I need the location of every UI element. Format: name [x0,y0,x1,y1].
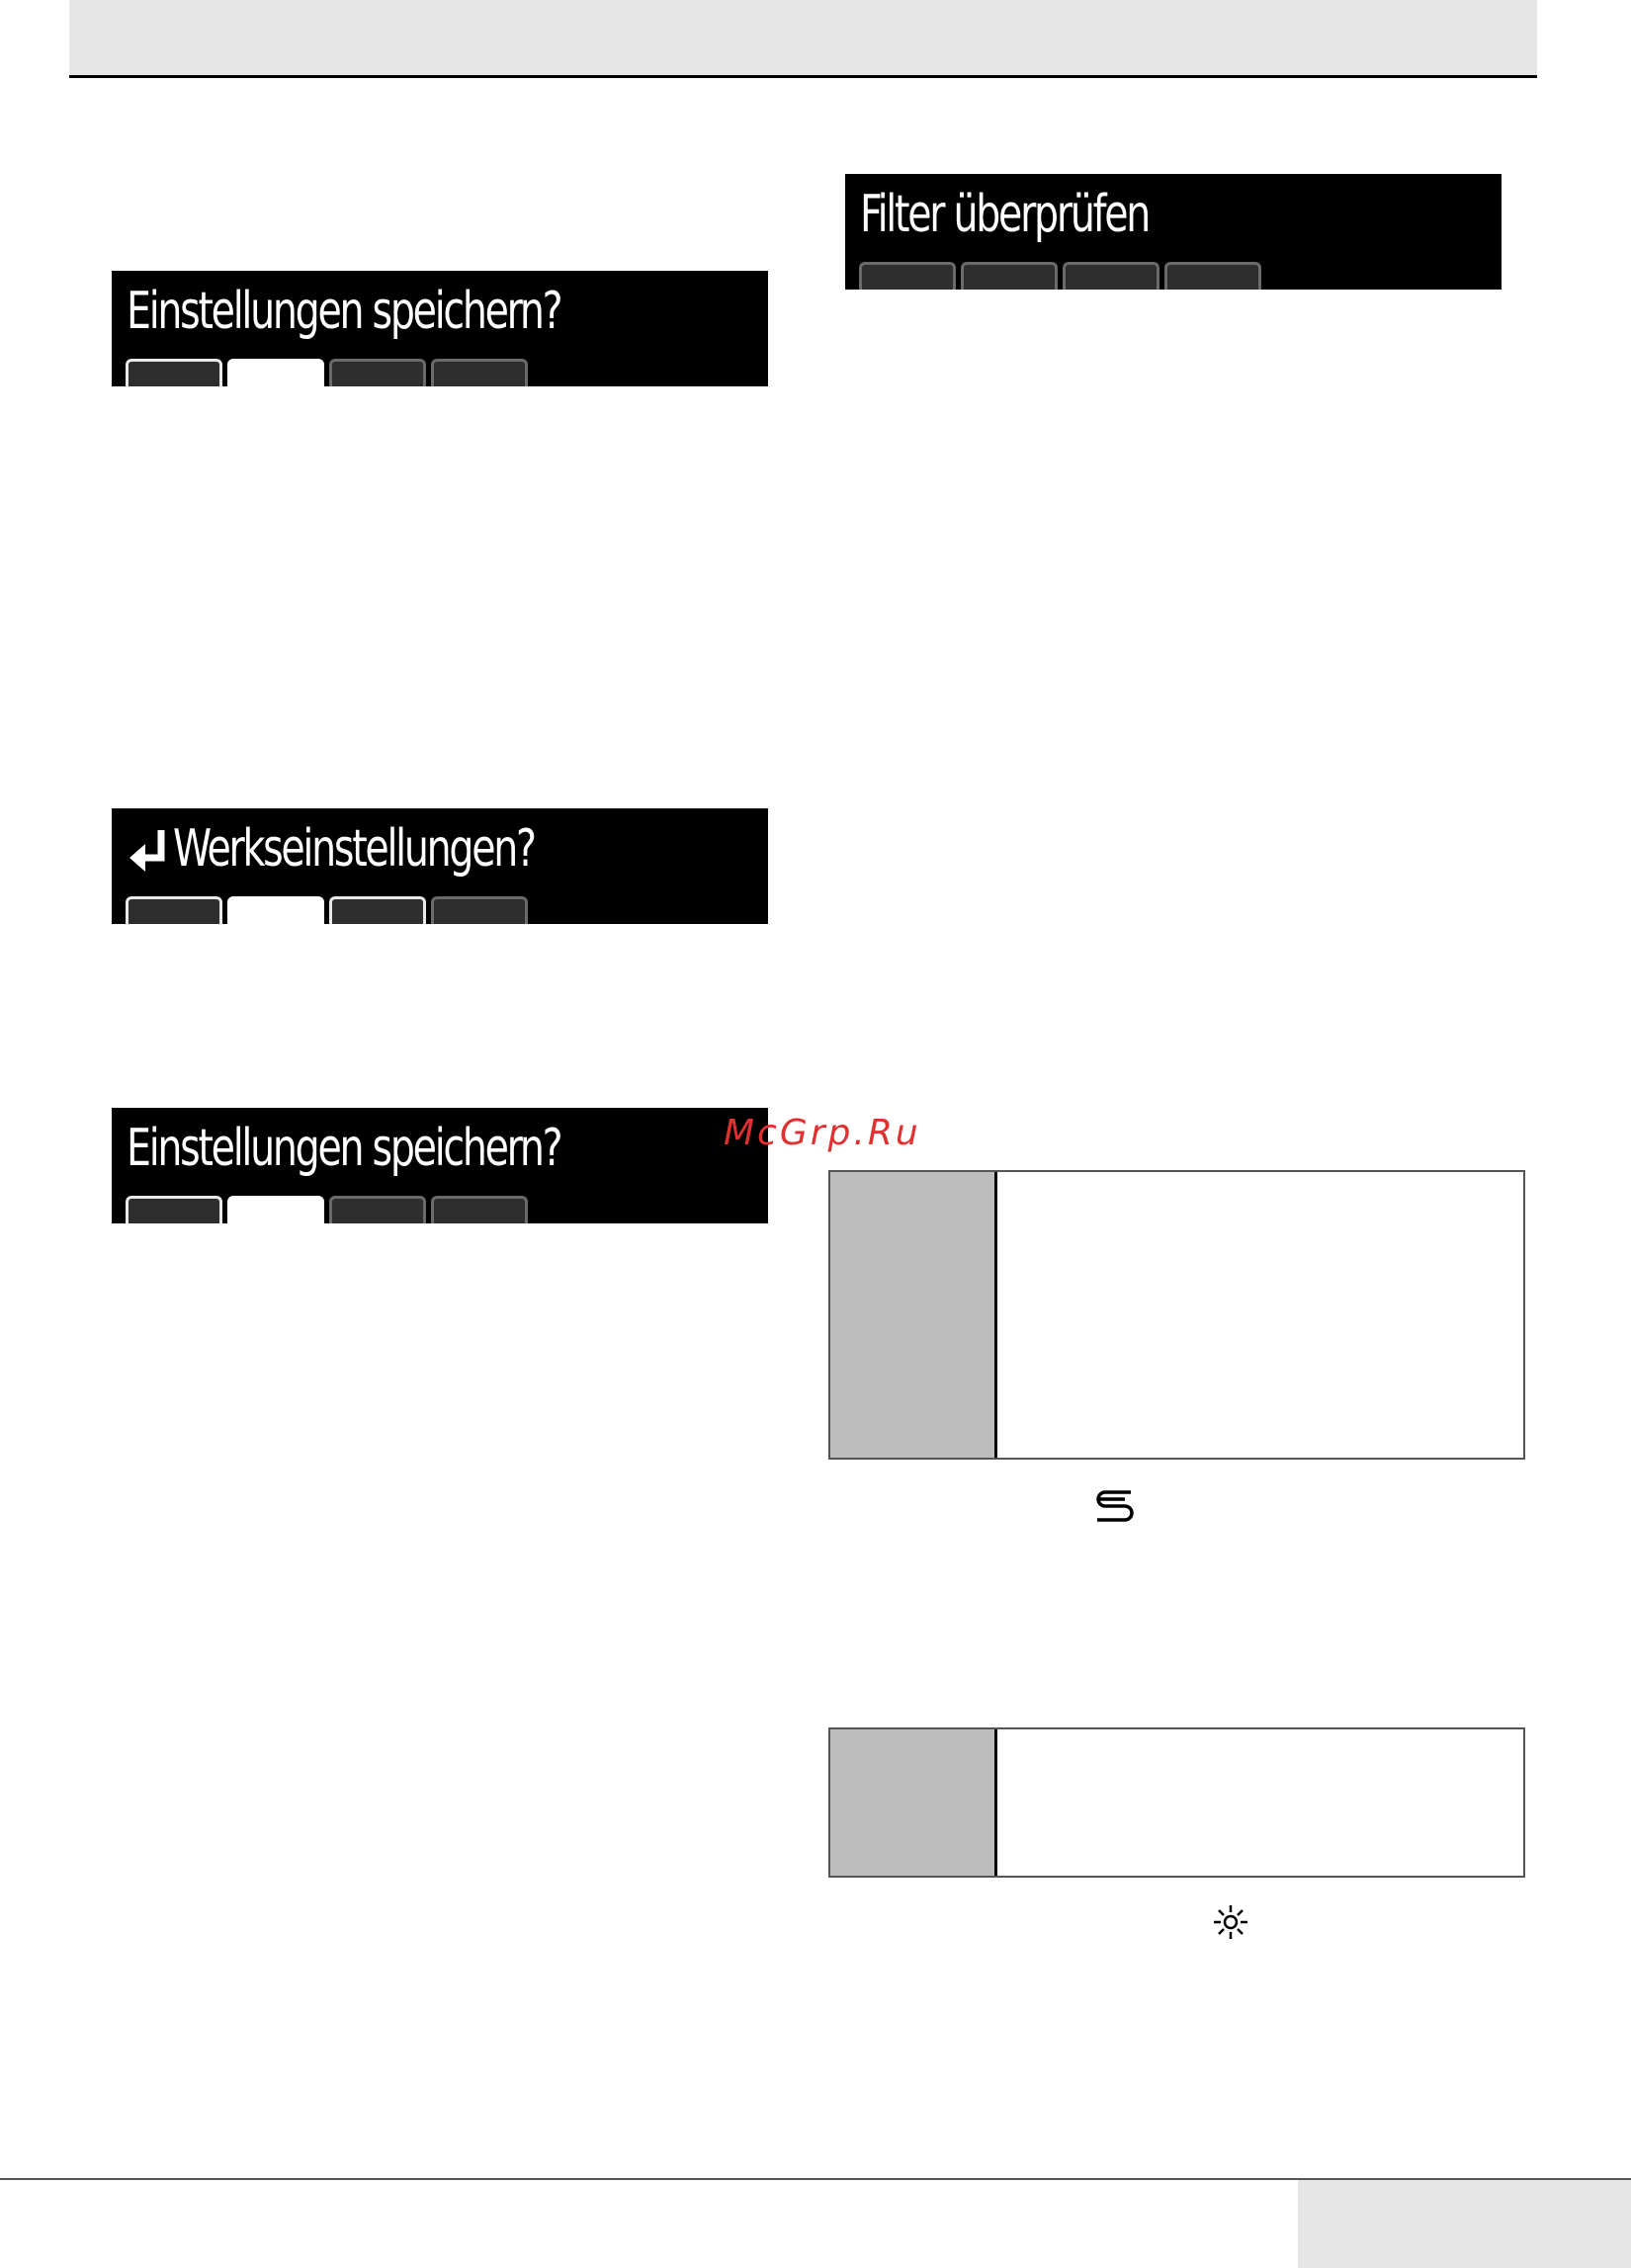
footer-page-tab [1298,2180,1631,2268]
note-box [828,1727,1525,1878]
lcd-segment [1063,262,1159,290]
lcd-segment [126,359,222,386]
lcd-text: Einstellungen speichern? [127,282,561,341]
watermark: McGrp.Ru [724,1113,921,1153]
lcd-text: Einstellungen speichern? [127,1119,561,1178]
lcd-segment [329,359,426,386]
lcd-segment [431,1196,528,1223]
lcd-segment [859,262,956,290]
lcd-segment [431,896,528,924]
lcd-segment [126,1196,222,1223]
lcd-segment [431,359,528,386]
header-bar [69,0,1537,78]
lcd-segment-bar [126,887,528,924]
lcd-segment [329,896,426,924]
lcd-display-factory-settings [112,808,768,924]
lcd-segment-active [227,896,324,924]
lcd-display-save-settings-confirm [112,1108,768,1223]
lcd-segment-active [227,359,324,386]
lcd-segment [329,1196,426,1223]
lcd-segment [1164,262,1261,290]
lcd-display-filter-check [845,174,1502,290]
lcd-text: Filter überprüfen [860,185,1150,244]
note-box-sidebar [830,1729,997,1876]
lcd-segment-active [227,1196,324,1223]
lcd-segment-bar [126,350,528,386]
note-box [828,1170,1525,1460]
lcd-text: Werkseinstellungen? [173,819,535,879]
lcd-segment-bar [859,253,1261,290]
sun-icon [1212,1903,1249,1941]
note-box-sidebar [830,1172,997,1458]
lcd-segment [126,896,222,924]
lcd-segment [961,262,1058,290]
rinse-loop-icon [1091,1487,1139,1523]
return-arrow-icon [128,826,171,878]
lcd-display-save-settings [112,271,768,386]
lcd-segment-bar [126,1187,528,1223]
